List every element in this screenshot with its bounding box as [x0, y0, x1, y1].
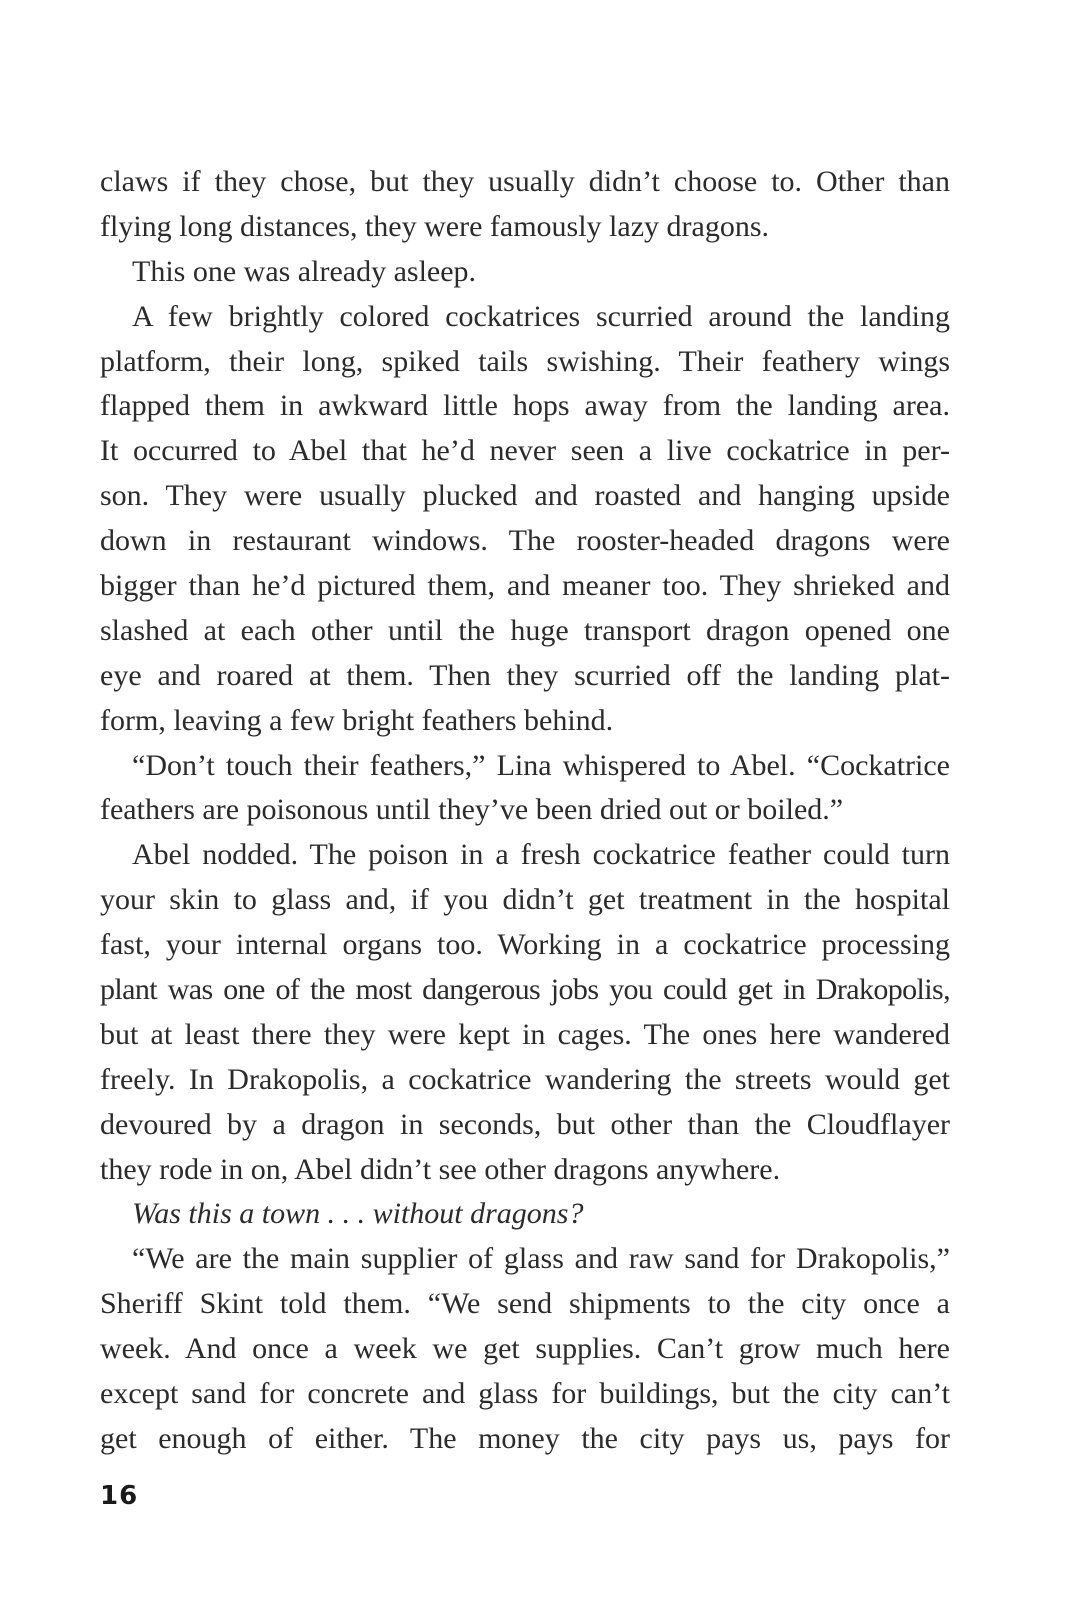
- text-line: Abel nodded. The poison in a fresh cockatrice feather could turn: [132, 838, 950, 872]
- text-line: feathers are poisonous until they’ve been dried out or boiled.”: [100, 793, 844, 827]
- text-line: flapped them in awkward little hops away from the landing area.: [100, 389, 950, 423]
- text-line: your skin to glass and, if you didn’t get treatment in the hospital: [100, 883, 950, 917]
- text-line: freely. In Drakopolis, a cockatrice wandering the streets would get: [100, 1062, 950, 1096]
- text-line: claws if they chose, but they usually didn’t choose to. Other than: [100, 165, 950, 198]
- text-line: This one was already asleep.: [132, 254, 477, 288]
- text-line: they rode in on, Abel didn’t see other dragons anywhere.: [100, 1152, 781, 1186]
- text-line: eye and roared at them. Then they scurried off the landing plat-: [100, 658, 950, 692]
- text-line: “Don’t touch their feathers,” Lina whispered to Abel. “Cockatrice: [132, 748, 950, 782]
- text-line: slashed at each other until the huge transport dragon opened one: [100, 613, 950, 647]
- text-line: “We are the main supplier of glass and raw sand for Drakopolis,”: [132, 1242, 950, 1276]
- text-line: plant was one of the most dangerous jobs you could get in Drakopolis,: [100, 973, 950, 1007]
- text-line: Sheriff Skint told them. “We send shipments to the city once a: [100, 1287, 950, 1321]
- text-line: devoured by a dragon in seconds, but other than the Cloudflayer: [100, 1107, 950, 1141]
- text-line-italic: Was this a town . . . without dragons?: [132, 1197, 584, 1231]
- text-line: except sand for concrete and glass for buildings, but the city can’t: [100, 1377, 950, 1411]
- text-line: down in restaurant windows. The rooster-headed dragons were: [100, 524, 950, 558]
- body-text: [100, 160, 950, 1462]
- text-line: form, leaving a few bright feathers behind.: [100, 703, 614, 737]
- page-number: 16: [100, 1481, 139, 1511]
- text-line: flying long distances, they were famously lazy dragons.: [100, 209, 769, 243]
- text-line: It occurred to Abel that he’d never seen a live cockatrice in per-: [100, 434, 950, 468]
- text-line: fast, your internal organs too. Working in a cockatrice processing: [100, 928, 950, 962]
- text-line: get enough of either. The money the city pays us, pays for: [100, 1421, 950, 1455]
- text-line: son. They were usually plucked and roasted and hanging upside: [100, 479, 950, 513]
- text-line: platform, their long, spiked tails swishing. Their feathery wings: [100, 344, 950, 378]
- text-line: bigger than he’d pictured them, and meaner too. They shrieked and: [100, 569, 950, 603]
- text-line: but at least there they were kept in cages. The ones here wandered: [100, 1017, 950, 1051]
- text-line: week. And once a week we get supplies. Can’t grow much here: [100, 1332, 950, 1366]
- text-line: A few brightly colored cockatrices scurried around the landing: [132, 299, 950, 333]
